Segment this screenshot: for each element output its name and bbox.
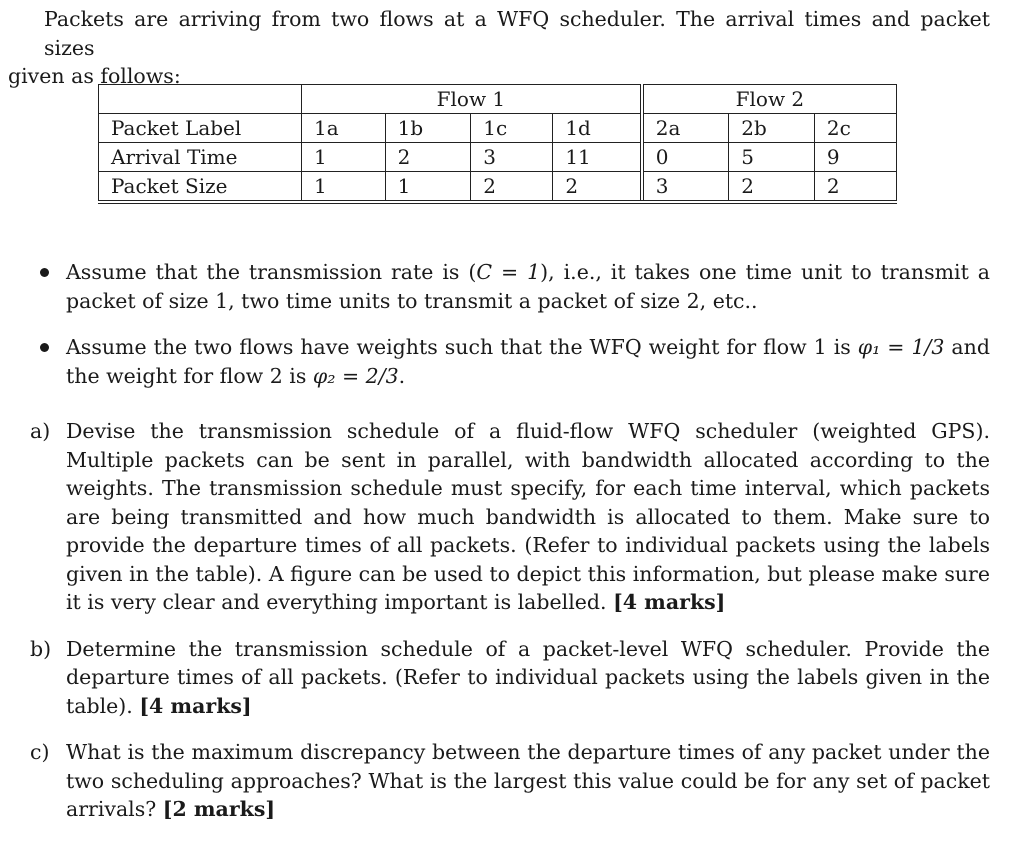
question-c — [30, 738, 990, 824]
intro-line-2: given as follows: — [8, 64, 181, 88]
table-cell: 2 — [553, 172, 642, 203]
table-cell: 1 — [385, 172, 471, 203]
intro-paragraph — [8, 5, 990, 91]
question-marks: [4 marks] — [613, 590, 726, 614]
question-label: b) — [30, 636, 52, 661]
question-marks: [4 marks] — [139, 693, 252, 718]
table-cell: 1c — [471, 114, 553, 143]
packet-table — [98, 84, 897, 204]
assumptions-list — [30, 258, 990, 408]
table-cell: 2 — [729, 172, 815, 203]
question-marks: [2 marks] — [162, 797, 276, 821]
table-cell: 0 — [642, 143, 729, 172]
table-cell: 1a — [302, 114, 386, 143]
question-a — [30, 417, 990, 617]
row-label: Packet Label — [99, 114, 302, 143]
table-cell: 3 — [471, 143, 553, 172]
table-cell: 2b — [729, 114, 815, 143]
table-cell: 1 — [302, 143, 386, 172]
table-header-row — [99, 85, 897, 114]
math-expression: φ₂ = 2/3 — [312, 363, 399, 388]
bullet-text-mid: and the weight for flow 2 is — [66, 335, 990, 388]
question-text: What is the maximum discrepancy between the departure times of any packet under the two scheduling approaches? What is the largest this value could be for any set of packet arrivals? — [66, 740, 990, 821]
row-label: Packet Size — [99, 172, 302, 203]
table-row — [99, 114, 897, 143]
bullet-text-post: . — [398, 363, 406, 388]
table-cell: 1b — [385, 114, 471, 143]
table-cell: 2c — [814, 114, 896, 143]
math-expression: C = 1 — [476, 260, 541, 284]
table-cell: 11 — [553, 143, 642, 172]
bullet-icon — [40, 343, 49, 352]
bullet-text-post: ), i.e., it takes one time unit to transmit a packet of size 1, two time units to transmit a packet of size 2, etc.. — [66, 260, 990, 313]
table-cell: 5 — [729, 143, 815, 172]
table-cell: 2 — [385, 143, 471, 172]
flow1-header: Flow 1 — [302, 85, 642, 114]
flow2-header: Flow 2 — [642, 85, 897, 114]
math-expression: φ₁ = 1/3 — [857, 335, 945, 359]
question-text: Determine the transmission schedule of a packet-level WFQ scheduler. Provide the departure times of all packets. (Refer to individual packets using the labels given in the table). — [66, 636, 990, 718]
table-cell: 9 — [814, 143, 896, 172]
list-item — [30, 258, 990, 315]
table-corner-cell — [99, 85, 302, 114]
table-cell: 2 — [814, 172, 896, 203]
table-cell: 1d — [553, 114, 642, 143]
table-cell: 1 — [302, 172, 386, 203]
table-cell: 2a — [642, 114, 729, 143]
table-row — [99, 143, 897, 172]
table-cell: 3 — [642, 172, 729, 203]
question-text: Devise the transmission schedule of a fluid-flow WFQ scheduler (weighted GPS). Multiple packets can be sent in parallel, with bandwidth allocated according to the weights. The transmission schedule must specify, for each time interval, which packets are being transmitted and how much bandwidth is allocated to them. Make sure to provide the departure times of all packets. (Refer to individual packets using the labels given in the table). A figure can be used to depict this information, but please make sure it is very clear and everything important is labelled. — [66, 419, 990, 614]
row-label: Arrival Time — [99, 143, 302, 172]
question-label: c) — [30, 740, 50, 764]
list-item — [30, 333, 990, 390]
intro-line-1: Packets are arriving from two flows at a WFQ scheduler. The arrival times and packet sizes — [44, 7, 990, 60]
bullet-text-pre: Assume that the transmission rate is ( — [66, 260, 477, 284]
question-label: a) — [30, 419, 51, 443]
bullet-icon — [40, 268, 49, 277]
table-row — [99, 172, 897, 203]
questions-list — [30, 417, 990, 842]
bullet-text-pre: Assume the two flows have weights such that the WFQ weight for flow 1 is — [66, 335, 858, 359]
question-b — [30, 635, 990, 721]
table-cell: 2 — [471, 172, 553, 203]
